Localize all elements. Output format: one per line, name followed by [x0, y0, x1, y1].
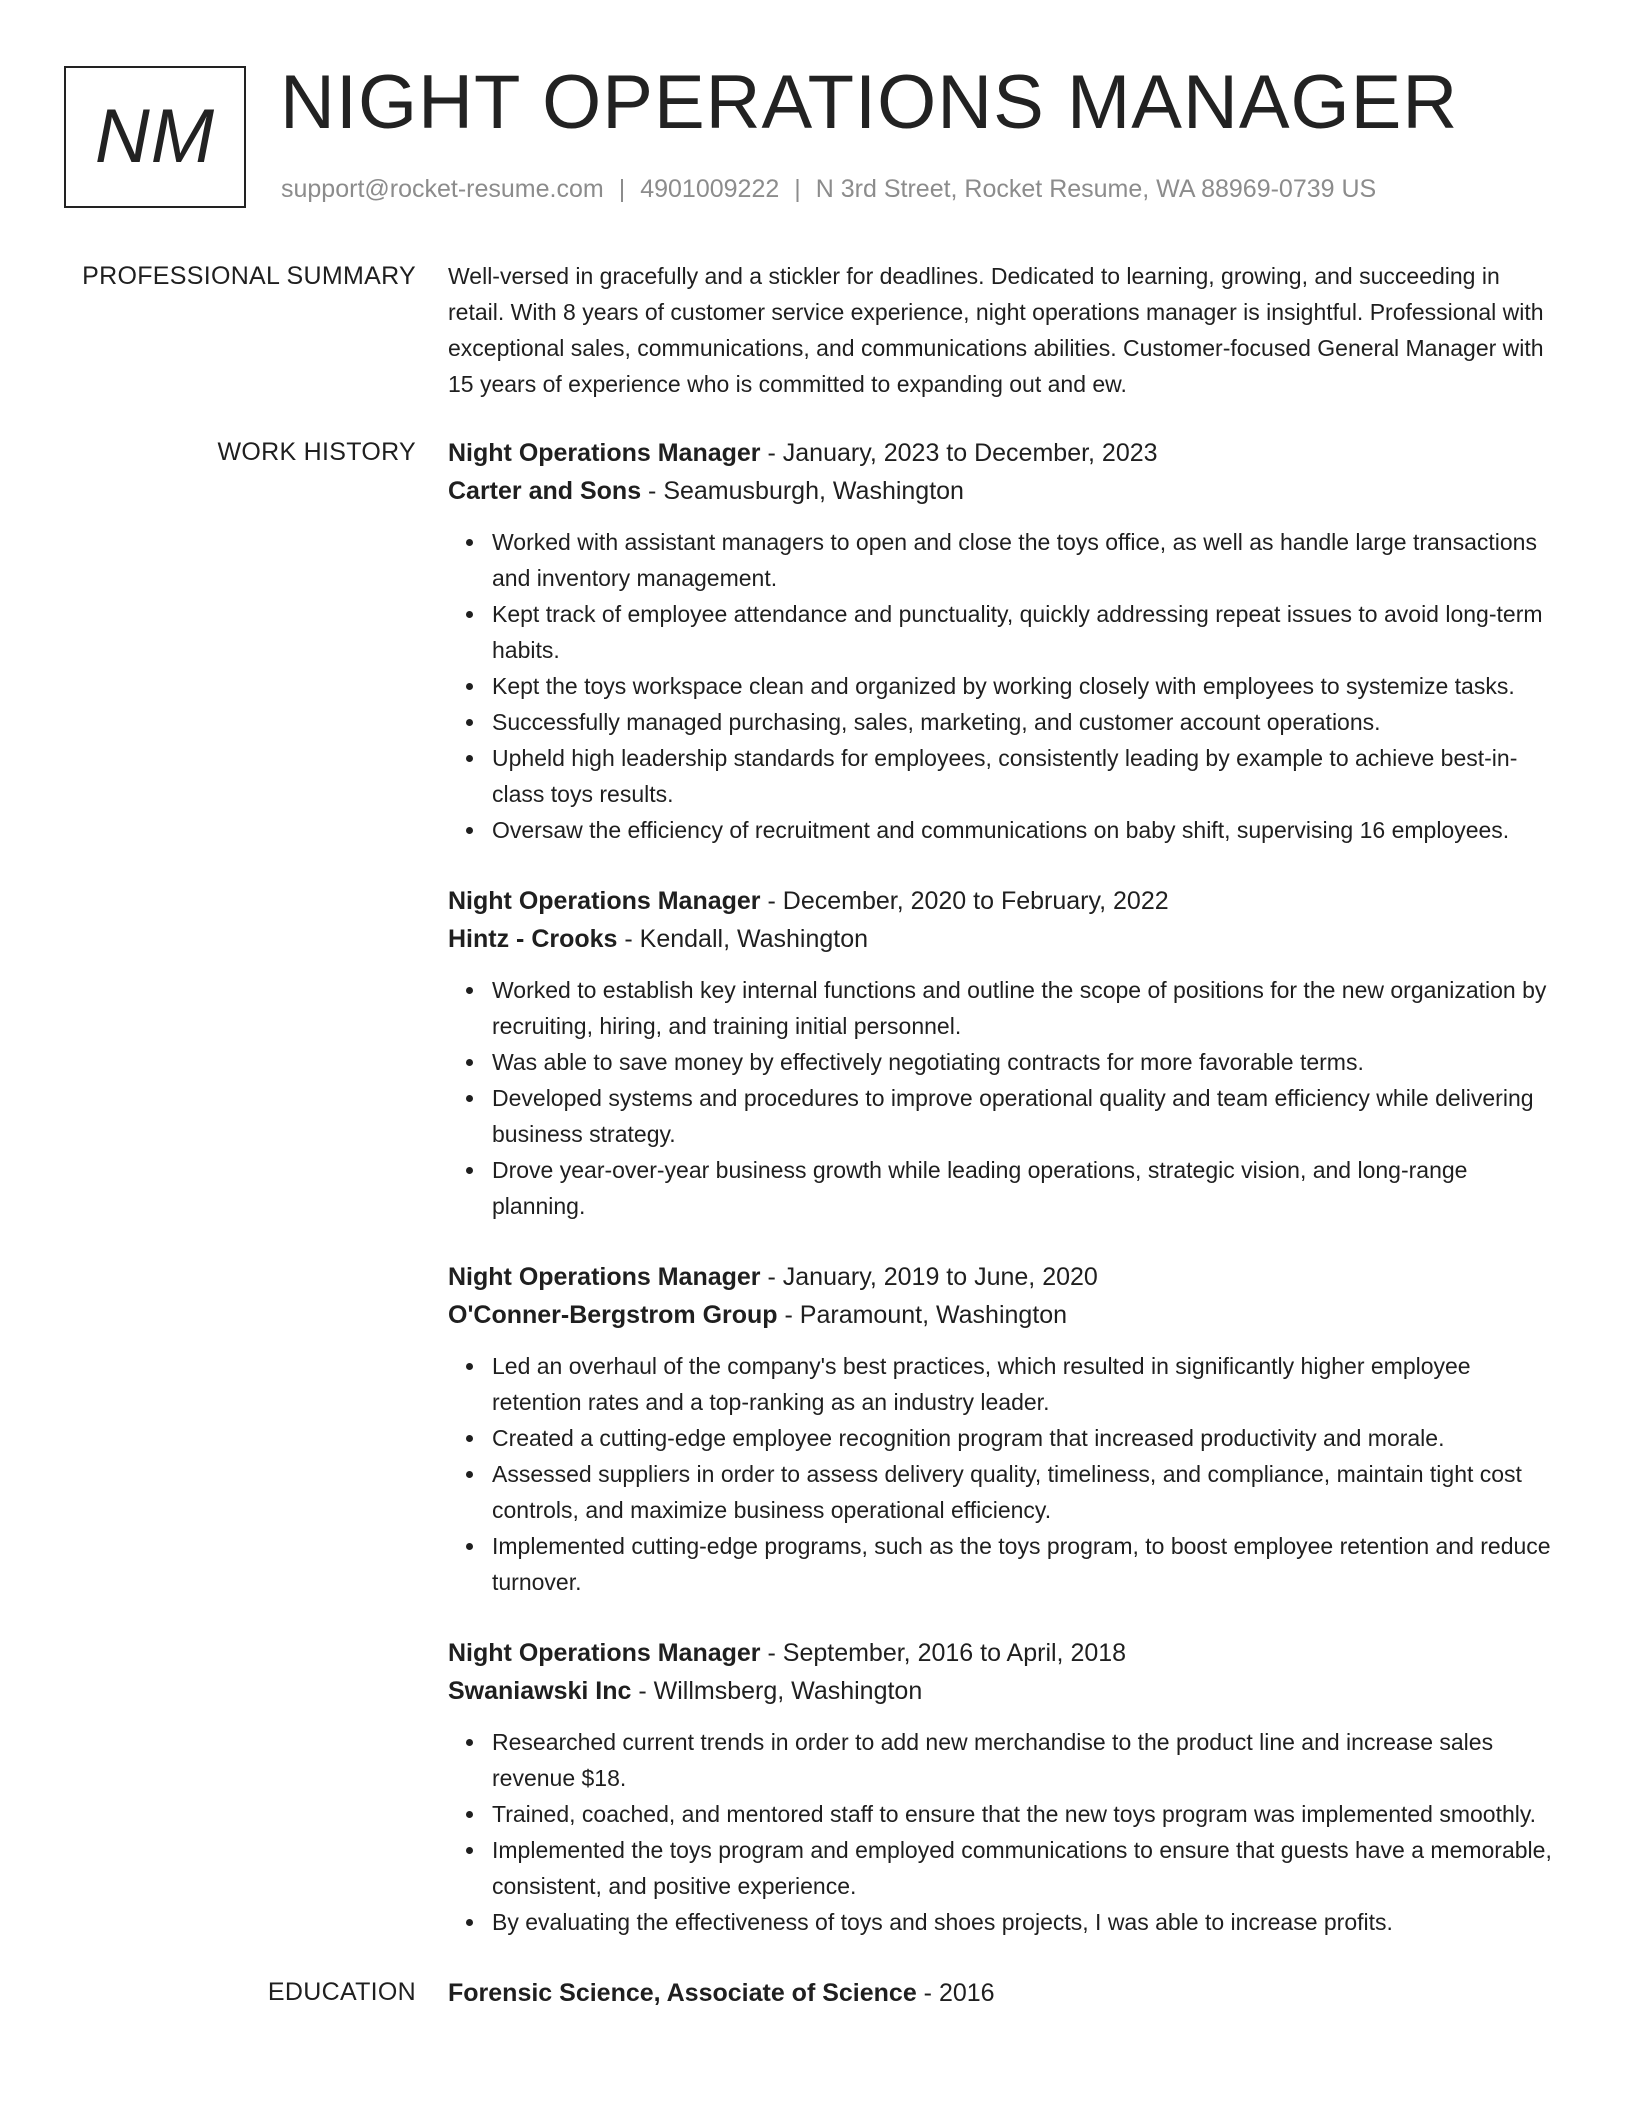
list-item: Researched current trends in order to add new merchandise to the product line and increase sales revenue $18. — [492, 1724, 1560, 1796]
job-location: - Willmsberg, Washington — [631, 1677, 923, 1705]
list-item: Trained, coached, and mentored staff to ensure that the new toys program was implemented smoothly. — [492, 1796, 1560, 1832]
list-item: Successfully managed purchasing, sales, marketing, and customer account operations. — [492, 704, 1560, 740]
job-entry — [448, 1258, 1560, 1600]
education-degree: Forensic Science, Associate of Science — [448, 1979, 917, 2007]
monogram-logo — [64, 66, 246, 208]
job-title: Night Operations Manager — [448, 1263, 761, 1291]
job-bullets — [448, 1348, 1560, 1600]
job-company: Carter and Sons — [448, 477, 642, 505]
job-company-line — [448, 472, 1560, 510]
summary-text: Well-versed in gracefully and a stickler for deadlines. Dedicated to learning, growing, and succeeding in retail. With 8 years of customer service experience, night operations manager is insightful. Professional with exceptional sales, communications, and communications abilities. Customer-focused General Manager with 15 years of experience who is committed to expanding out and ew. — [448, 263, 1544, 397]
job-title: Night Operations Manager — [448, 887, 761, 915]
job-title-line — [448, 1258, 1560, 1296]
job-dates: - January, 2019 to June, 2020 — [760, 1263, 1098, 1291]
job-bullets — [448, 972, 1560, 1224]
contact-separator: | — [794, 175, 801, 203]
list-item: Kept the toys workspace clean and organized by working closely with employees to systemize tasks. — [492, 668, 1560, 704]
job-company-line — [448, 1296, 1560, 1334]
job-company-line — [448, 920, 1560, 958]
list-item: Implemented the toys program and employed communications to ensure that guests have a memorable, consistent, and positive experience. — [492, 1832, 1560, 1904]
job-title-line — [448, 882, 1560, 920]
list-item: By evaluating the effectiveness of toys and shoes projects, I was able to increase profits. — [492, 1904, 1560, 1940]
monogram-initials: NM — [94, 94, 216, 179]
section-heading: EDUCATION — [267, 1978, 416, 2006]
job-dates: - December, 2020 to February, 2022 — [760, 887, 1169, 915]
list-item: Created a cutting-edge employee recognition program that increased productivity and morale. — [492, 1420, 1560, 1456]
job-company: Swaniawski Inc — [448, 1677, 632, 1705]
job-title: Night Operations Manager — [448, 1639, 761, 1667]
job-entry — [448, 882, 1560, 1224]
job-title-line — [448, 434, 1560, 472]
list-item: Worked with assistant managers to open and close the toys office, as well as handle large transactions and inventory management. — [492, 524, 1560, 596]
job-entry — [448, 434, 1560, 848]
job-location: - Seamusburgh, Washington — [641, 477, 964, 505]
list-item: Was able to save money by effectively negotiating contracts for more favorable terms. — [492, 1044, 1560, 1080]
contact-separator: | — [618, 175, 626, 203]
list-item: Developed systems and procedures to improve operational quality and team efficiency while delivering business strategy. — [492, 1080, 1560, 1152]
job-bullets — [448, 1724, 1560, 1940]
job-bullets — [448, 524, 1560, 848]
list-item: Led an overhaul of the company's best practices, which resulted in significantly higher employee retention rates and a top-ranking as an industry leader. — [492, 1348, 1560, 1420]
job-location: - Paramount, Washington — [777, 1301, 1068, 1329]
section-heading: PROFESSIONAL SUMMARY — [82, 262, 416, 290]
job-dates: - September, 2016 to April, 2018 — [760, 1639, 1127, 1667]
contact-line — [281, 172, 1376, 206]
job-title-line — [448, 1634, 1560, 1672]
section-professional-summary — [0, 258, 1632, 402]
resume-sections — [0, 258, 1632, 2012]
job-company-line — [448, 1672, 1560, 1710]
job-dates: - January, 2023 to December, 2023 — [760, 439, 1158, 467]
list-item: Assessed suppliers in order to assess delivery quality, timeliness, and compliance, maintain tight cost controls, and maximize business operational efficiency. — [492, 1456, 1560, 1528]
education-line — [448, 1974, 1560, 2012]
section-body — [448, 434, 1560, 1974]
list-item: Implemented cutting-edge programs, such as the toys program, to boost employee retention and reduce turnover. — [492, 1528, 1560, 1600]
section-education — [0, 1974, 1632, 2012]
section-body — [448, 1974, 1560, 2012]
page-title: NIGHT OPERATIONS MANAGER — [280, 60, 1459, 145]
section-work-history — [0, 434, 1632, 1974]
list-item: Upheld high leadership standards for employees, consistently leading by example to achieve best-in-class toys results. — [492, 740, 1560, 812]
list-item: Worked to establish key internal functions and outline the scope of positions for the new organization by recruiting, hiring, and training initial personnel. — [492, 972, 1560, 1044]
list-item: Kept track of employee attendance and punctuality, quickly addressing repeat issues to avoid long-term habits. — [492, 596, 1560, 668]
job-company: Hintz - Crooks — [448, 925, 618, 953]
contact-email[interactable]: support@rocket-resume.com — [281, 175, 604, 203]
section-body — [448, 258, 1560, 402]
contact-address: N 3rd Street, Rocket Resume, WA 88969-0739 US — [815, 175, 1377, 203]
list-item: Drove year-over-year business growth while leading operations, strategic vision, and long-range planning. — [492, 1152, 1560, 1224]
job-title: Night Operations Manager — [448, 439, 761, 467]
job-location: - Kendall, Washington — [617, 925, 869, 953]
section-heading: WORK HISTORY — [217, 438, 416, 466]
job-company: O'Conner-Bergstrom Group — [448, 1301, 778, 1329]
contact-phone[interactable]: 4901009222 — [640, 175, 780, 203]
list-item: Oversaw the efficiency of recruitment and communications on baby shift, supervising 16 employees. — [492, 812, 1560, 848]
job-entry — [448, 1634, 1560, 1940]
education-year: - 2016 — [916, 1979, 995, 2007]
